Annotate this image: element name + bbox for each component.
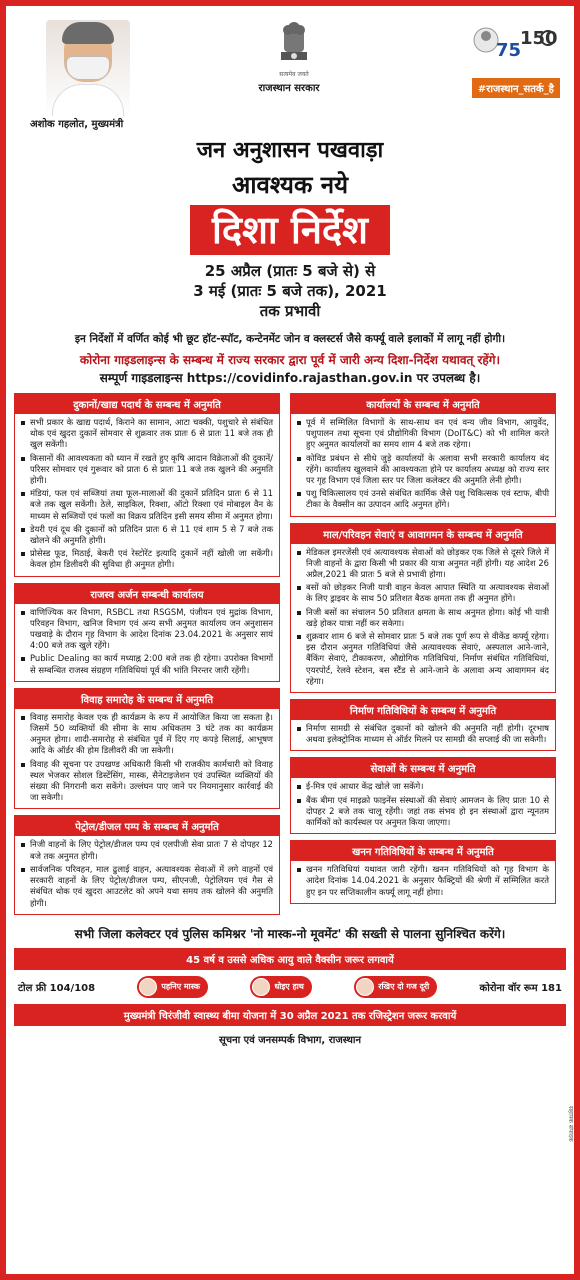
guideline-section — [290, 699, 556, 751]
section-list — [291, 861, 555, 903]
section-title: कार्यालयों के सम्बन्ध में अनुमति — [291, 394, 555, 414]
guideline-section — [290, 757, 556, 834]
vaccination-banner: 45 वर्ष व उससे अधिक आयु वाले वैक्सीन जरूर लगवायें — [14, 948, 566, 970]
guideline-section — [14, 393, 280, 577]
guideline-section — [290, 840, 556, 904]
no-mask-no-movement-notice: सभी जिला कलेक्टर एवं पुलिस कमिश्नर 'नो मास्क-नो मूवमेंट' की सख्ती से पालना सुनिश्चित करेंगे। — [74, 926, 506, 941]
effective-dates: 25 अप्रैल (प्रातः 5 बजे से) से 3 मई (प्रातः 5 बजे तक), 2021 तक प्रभावी — [193, 262, 387, 320]
right-column — [290, 393, 556, 921]
title-block — [14, 134, 566, 321]
guideline-item: विवाह समारोह केवल एक ही कार्यक्रम के रूप में आयोजित किया जा सकता है। जिसमें 50 व्यक्तियों की सीमा के साथ अधिकतम 3 घंटे तक का कार्यक्रम अनुमत होगा। शादी-समारोह से संबंधित पूर्व में दिए गए कपड़े सिलाई, आभूषण आदि के ऑर्डर की होम डिलीवरी की जा सकेगी। — [21, 712, 273, 757]
section-list — [291, 544, 555, 692]
guideline-section — [14, 583, 280, 682]
guideline-item: निजी बसों का संचालन 50 प्रतिशत क्षमता के साथ अनुमत होगा। कोई भी यात्री खड़े होकर यात्रा नहीं कर सकेगा। — [297, 607, 549, 629]
section-title: विवाह समारोह के सम्बन्ध में अनुमति — [15, 689, 279, 709]
title-subheading: आवश्यक नये — [231, 171, 349, 199]
chief-minister-photo — [46, 20, 130, 116]
title-campaign: जन अनुशासन पखवाड़ा — [196, 138, 384, 163]
guideline-item: बैंक बीमा एवं माइक्रो फाइनेंस संस्थाओं की सेवाएं आमजन के लिए प्रातः 10 से दोपहर 2 बजे तक चालू रहेंगी। जहां तक संभव हो इन संस्थाओं द्वारा न्यूनतम कार्मिकों को कार्यस्थल पर अनुमत किया जाएगा। — [297, 795, 549, 829]
distance-icon — [356, 978, 374, 996]
chief-minister-caption: अशोक गहलोत, मुख्यमंत्री — [30, 119, 124, 130]
section-list — [291, 720, 555, 750]
section-list — [15, 709, 279, 809]
guideline-item: निजी वाहनों के लिए पेट्रोल/डीजल पम्प एवं एलपीजी सेवा प्रातः 7 से दोपहर 12 बजे तक अनुमत होगी। — [21, 839, 273, 861]
header — [14, 12, 566, 130]
section-list — [15, 414, 279, 576]
department-credit: सूचना एवं जनसम्पर्क विभाग, राजस्थान — [218, 1034, 362, 1046]
side-credit: सहायक संपादक — [567, 1106, 574, 1142]
exemption-note: इन निर्देशों में वर्णित कोई भी छूट हॉट-स्पॉट, कन्टेनमेंट जोन व क्लस्टर्स जैसे कर्फ्यू वाले इलाकों में लागू नहीं होगी। — [74, 333, 506, 345]
left-column — [14, 393, 280, 921]
guideline-item: शुक्रवार शाम 6 बजे से सोमवार प्रातः 5 बजे तक पूर्ण रूप से वीकेंड कर्फ्यू रहेगा। इस दौरान अनुमत गतिविधियां जैसे अत्यावश्यक सेवाएं, अस्पताल आने-जाने, बैंकिंग सेवाएं, टीकाकरण, औद्योगिक गतिविधियां, निर्माण संबंधित गतिविधियां, एयरपोर्ट, रेलवे स्टेशन, बस स्टैंड से आने-जाने के अलावा अन्य आवागमन बंद रहेगा। — [297, 631, 549, 687]
guideline-section — [290, 393, 556, 517]
guideline-item: पशु चिकित्सालय एवं उनसे संबंधित कार्मिक जैसे पशु चिकित्सक एवं स्टाफ, बीपी टीका के वैक्सीन का उत्पादन आदि अनुमत होंगे। — [297, 488, 549, 510]
svg-text:75: 75 — [496, 40, 522, 61]
wash-hands-badge: धोइए हाथ — [250, 976, 312, 998]
mask-icon — [139, 978, 157, 996]
government-label: राजस्थान सरकार — [258, 83, 320, 94]
insurance-scheme-banner: मुख्यमंत्री चिरंजीवी स्वास्थ्य बीमा योजना में 30 अप्रैल 2021 तक रजिस्ट्रेशन जरूर करवायें — [14, 1004, 566, 1026]
svg-text:150: 150 — [520, 28, 558, 49]
guideline-item: डेयरी एवं दूध की दुकानों को प्रतिदिन प्रातः 6 से 11 एवं शाम 5 से 7 बजे तक खोलने की अनुमति होगी। — [21, 524, 273, 546]
helpline-row — [14, 970, 566, 1004]
toll-free-number: टोल फ्री 104/108 — [18, 982, 96, 994]
section-title: राजस्व अर्जन सम्बन्धी कार्यालय — [15, 584, 279, 604]
guideline-item: कोविड प्रबंधन से सीधे जुड़े कार्यालयों के अलावा सभी सरकारी कार्यालय बंद रहेंगे। कार्यालय खुलवाने की आवश्यकता होने पर कार्यालय अध्यक्ष को राज्य स्तर पर गृह विभाग एवं जिला स्तर पर जिला कलेक्टर की अनुमति लेनी होगी। — [297, 453, 549, 487]
guideline-item: सार्वजनिक परिवहन, माल ढुलाई वाहन, अत्यावश्यक सेवाओं में लगे वाहनों एवं सरकारी वाहनों के लिए पेट्रोल/डीजल पम्प, सीएनजी, पेट्रोलियम एवं गैस से संबंधित थोक एवं खुदरा आउटलेट को अपने यथा समय तक खोलने की अनुमति होगी। — [21, 864, 273, 909]
guideline-item: पूर्व में सम्मिलित विभागों के साथ-साथ वन एवं वन्य जीव विभाग, आयुर्वेद, पशुपालन तथा सूचना एवं प्रौद्योगिकी विभाग (DoIT&C) को भी शामिल करते हुए अनुमत कार्यालयों का समय शाम 4 बजे तक रहेगा। — [297, 417, 549, 451]
section-title: दुकानों/खाद्य पदार्थ के सम्बन्ध में अनुमति — [15, 394, 279, 414]
ashoka-emblem-icon — [277, 22, 311, 64]
section-title: पेट्रोल/डीजल पम्प के सम्बन्ध में अनुमति — [15, 816, 279, 836]
wear-mask-badge: पहनिए मास्क — [137, 976, 208, 998]
guidelines-note: कोरोना गाइडलाइन्स के सम्बन्ध में राज्य सरकार द्वारा पूर्व में जारी अन्य दिशा-निर्देश यथावत् रहेंगे। सम्पूर्ण गाइडलाइन्स https://covidinfo.rajasthan.gov.in पर उपलब्ध है। — [14, 351, 566, 387]
guideline-item: बसों को छोड़कर निजी यात्री वाहन केवल आपात स्थिति या अत्यावश्यक सेवाओं के लिए ड्राइवर के साथ 50 प्रतिशत बैठक क्षमता तक ही अनुमत होंगे। — [297, 582, 549, 604]
emblem-motto: सत्यमेव जयते — [279, 71, 309, 78]
section-list — [291, 778, 555, 833]
guideline-item: मेडिकल इमरजेंसी एवं अत्यावश्यक सेवाओं को छोड़कर एक जिले से दूसरे जिले में निजी वाहनों के द्वारा किसी भी प्रकार की यात्रा अनुमत नहीं होगी। यह आदेश 26 अप्रैल,2021 की प्रातः 5 बजे से प्रभावी होगा। — [297, 547, 549, 581]
face-mask-icon — [66, 56, 110, 80]
section-title: खनन गतिविधियों के सम्बन्ध में अनुमति — [291, 841, 555, 861]
guideline-item: सभी प्रकार के खाद्य पदार्थ, किराने का सामान, आटा चक्की, पशुचारे से संबंधित थोक एवं खुदरा दुकानें सोमवार से शुक्रवार तक प्रातः 6 से प्रातः 11 बजे तक ही खुल सकेंगी। — [21, 417, 273, 451]
section-list — [291, 414, 555, 516]
guideline-item: खनन गतिविधियां यथावत जारी रहेंगी। खनन गतिविधियों को गृह विभाग के आदेश दिनांक 14.04.2021 के अनुसार फैक्ट्रियों की श्रेणी में सम्मिलित करते हुए इन पर सप्तिकालीन कर्फ्यू लागू नहीं होगा। — [297, 864, 549, 898]
section-title: माल/परिवहन सेवाएं व आवागमन के सम्बन्ध में अनुमति — [291, 524, 555, 544]
guideline-item: Public Dealing का कार्य मध्याह्न 2:00 बजे तक ही रहेगा। उपरोक्त विभागों से सम्बन्धित राजस्व संग्रहण गतिविधियां पूर्व की भांति निरन्तर जारी रहेंगी। — [21, 653, 273, 675]
state-emblem — [258, 22, 324, 94]
guideline-section — [14, 688, 280, 810]
war-room-number: कोरोना वॉर रूम 181 — [479, 982, 562, 994]
section-title: सेवाओं के सम्बन्ध में अनुमति — [291, 758, 555, 778]
guideline-section — [290, 523, 556, 693]
section-title: निर्माण गतिविधियों के सम्बन्ध में अनुमति — [291, 700, 555, 720]
guideline-item: निर्माण सामग्री से संबंधित दुकानों को खोलने की अनुमति नहीं होगी। दूरभाष अथवा इलेक्ट्रोनिक माध्यम से ऑर्डर मिलने पर सामग्री की सप्लाई की जा सकेगी। — [297, 723, 549, 745]
guideline-item: ई-मित्र एवं आधार केंद्र खोले जा सकेंगे। — [297, 781, 549, 792]
section-list — [15, 836, 279, 913]
guidelines-link[interactable]: सम्पूर्ण गाइडलाइन्स https://covidinfo.rajasthan.gov.in पर उपलब्ध है। — [99, 371, 481, 385]
title-main: दिशा निर्देश — [190, 205, 390, 255]
guideline-item: मंडियां, फल एवं सब्जियां तथा फूल-मालाओं की दुकानें प्रतिदिन प्रातः 6 से 11 बजे तक खुल सकेंगी। ठेले, साइकिल, रिक्शा, ऑटो रिक्शा एवं मोबाइल वैन के माध्यम से सब्जियों एवं फलों का विक्रय प्रतिदिन इसी समय सीमा में अनुमत होगा। — [21, 488, 273, 522]
distance-badge: रखिए दो गज दूरी — [354, 976, 437, 998]
guideline-item: प्रोसेस्ड फूड, मिठाई, बेकरी एवं रेस्टोरेंट इत्यादि दुकानें नहीं खोली जा सकेंगी। केवल होम डिलीवरी की सुविधा ही अनुमत होगी। — [21, 548, 273, 570]
guideline-item: वाणिज्यिक कर विभाग, RSBCL तथा RSGSM, पंजीयन एवं मुद्रांक विभाग, परिवहन विभाग, खनिज विभाग एवं अन्य सभी अनुमत कार्यालय जन अनुशासन पखवाड़े के दौरान गृह विभाग के आदेश दिनांक 23.04.2021 के अनुसार सायं 4:00 बजे तक खुले रहेंगे। — [21, 607, 273, 652]
hand-wash-icon — [252, 978, 270, 996]
gandhi-150-logo — [468, 22, 558, 74]
guidelines-columns — [14, 393, 566, 921]
guideline-section — [14, 815, 280, 914]
hashtag-badge: #राजस्थान_सतर्क_है — [472, 78, 560, 98]
section-list — [15, 604, 279, 681]
guideline-item: किसानों की आवश्यकता को ध्यान में रखते हुए कृषि आदान विक्रेताओं की दुकानें/परिसर सोमवार एवं गुरूवार को प्रातः 6 से प्रातः 11 बजे तक खुलने की अनुमति होगी। — [21, 453, 273, 487]
guideline-item: विवाह की सूचना पर उपखण्ड अधिकारी किसी भी राजकीय कार्मचारी को विवाह स्थल भेजकर सोशल डिस्टेंसिंग, मास्क, सैनेटाइजेशन एवं उपस्थित व्यक्तियों की संख्या की निगरानी करा सकेंगे। उल्लंघन पाए जाने पर नियमानुसार कार्रवाई की जा सकेगी। — [21, 759, 273, 804]
